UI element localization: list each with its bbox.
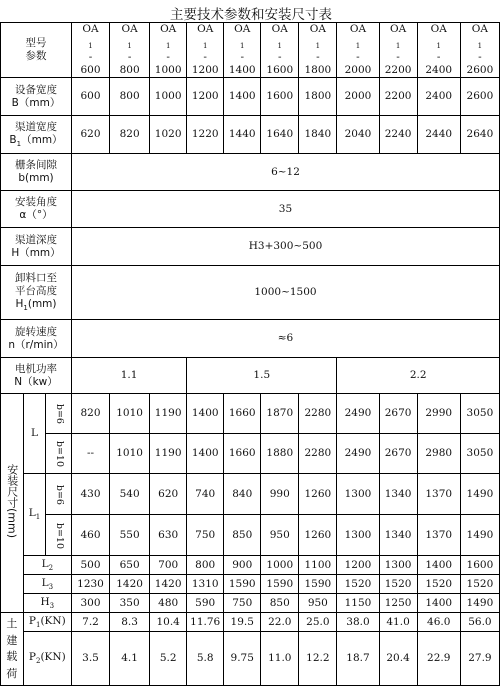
merged-value-cell: 35 [71, 191, 499, 228]
model-cell: OA $_1$ - 2200 [379, 23, 417, 78]
value-cell: 540 [110, 474, 150, 515]
value-cell: 1660 [224, 394, 261, 434]
value-cell: 25.0 [299, 613, 337, 632]
value-cell: 1230 [71, 575, 109, 594]
value-cell: 1490 [460, 594, 499, 613]
value-cell: 620 [71, 116, 109, 154]
value-cell: 22.9 [417, 632, 460, 686]
row-install-angle [1, 191, 500, 228]
row-P2 [1, 632, 500, 686]
value-cell: 1000 [261, 556, 299, 575]
value-cell: 300 [71, 594, 109, 613]
value-cell: 950 [261, 515, 299, 556]
value-cell: 1340 [379, 474, 417, 515]
merged-value-cell: 2.2 [337, 358, 500, 394]
value-cell: 990 [261, 474, 299, 515]
value-cell: 950 [299, 594, 337, 613]
civil-load-label: 土 建 载 荷 [1, 613, 24, 686]
value-cell: 740 [187, 474, 224, 515]
value-cell: 1300 [337, 474, 379, 515]
model-cell: OA $_1$ - 2600 [460, 23, 499, 78]
model-cell: OA $_1$ - 1200 [187, 23, 224, 78]
value-cell: 2240 [379, 116, 417, 154]
row-L1-b6 [1, 474, 500, 515]
model-cell: OA $_1$ - 2400 [417, 23, 460, 78]
L2-label: $L_2$ [23, 556, 71, 575]
value-cell: 1440 [224, 116, 261, 154]
value-cell: 1370 [417, 515, 460, 556]
value-cell: 700 [150, 556, 187, 575]
L1-label: $L_1$ [23, 474, 46, 556]
value-cell: 1660 [224, 434, 261, 474]
row-label: 栅条间隙 b(mm) [1, 154, 72, 191]
value-cell: 22.0 [261, 613, 299, 632]
value-cell: 1520 [417, 575, 460, 594]
row-rotation-speed [1, 320, 500, 358]
value-cell: 2000 [337, 78, 379, 116]
value-cell: 1370 [417, 474, 460, 515]
row-channel-width [1, 116, 500, 154]
install-dims-group-label: 安装尺寸(mm) [1, 394, 24, 613]
value-cell: 590 [187, 594, 224, 613]
P2-label: $P_2(KN)$ [23, 632, 71, 686]
value-cell: 2280 [299, 434, 337, 474]
value-cell: 2200 [379, 78, 417, 116]
merged-value-cell: 1000~1500 [71, 266, 499, 320]
row-label: 渠道宽度 $B_1(mm)$ [1, 116, 72, 154]
value-cell: 750 [187, 515, 224, 556]
value-cell: 3.5 [71, 632, 109, 686]
value-cell: 1590 [261, 575, 299, 594]
value-cell: 12.2 [299, 632, 337, 686]
value-cell: 1020 [150, 116, 187, 154]
value-cell: -- [71, 434, 109, 474]
row-label: 电机功率 N（kw） [1, 358, 72, 394]
value-cell: 840 [224, 474, 261, 515]
value-cell: 1590 [299, 575, 337, 594]
value-cell: 1010 [110, 394, 150, 434]
value-cell: 27.9 [460, 632, 499, 686]
value-cell: 1300 [379, 556, 417, 575]
row-H3 [1, 594, 500, 613]
header-label-cell [1, 23, 72, 78]
value-cell: 1640 [261, 116, 299, 154]
value-cell: 2490 [337, 394, 379, 434]
row-channel-depth [1, 228, 500, 266]
value-cell: 1590 [224, 575, 261, 594]
value-cell: 1260 [299, 474, 337, 515]
value-cell: 2600 [460, 78, 499, 116]
row-L2 [1, 556, 500, 575]
value-cell: 1400 [187, 394, 224, 434]
value-cell: 1520 [460, 575, 499, 594]
value-cell: 20.4 [379, 632, 417, 686]
value-cell: 2990 [417, 394, 460, 434]
merged-value-cell: 1.1 [71, 358, 186, 394]
row-L3 [1, 575, 500, 594]
value-cell: 1400 [224, 78, 261, 116]
row-discharge-height [1, 266, 500, 320]
model-cell: OA $_1$ - 1800 [299, 23, 337, 78]
value-cell: 1870 [261, 394, 299, 434]
value-cell: 1400 [417, 594, 460, 613]
b6-label: b=6 [46, 394, 72, 434]
spec-table [0, 22, 500, 686]
value-cell: 850 [261, 594, 299, 613]
value-cell: 8.3 [110, 613, 150, 632]
value-cell: 1310 [187, 575, 224, 594]
value-cell: 630 [150, 515, 187, 556]
value-cell: 1490 [460, 474, 499, 515]
value-cell: 1600 [261, 78, 299, 116]
value-cell: 2280 [299, 394, 337, 434]
value-cell: 1520 [337, 575, 379, 594]
value-cell: 10.4 [150, 613, 187, 632]
row-P1 [1, 613, 500, 632]
value-cell: 7.2 [71, 613, 109, 632]
row-label: 旋转速度 n（r/min） [1, 320, 72, 358]
header-label-line1: 型号 [25, 36, 47, 49]
value-cell: 650 [110, 556, 150, 575]
value-cell: 1840 [299, 116, 337, 154]
value-cell: 18.7 [337, 632, 379, 686]
value-cell: 9.75 [224, 632, 261, 686]
value-cell: 1100 [299, 556, 337, 575]
model-cell: OA $_1$ - 800 [110, 23, 150, 78]
value-cell: 1010 [110, 434, 150, 474]
value-cell: 1150 [337, 594, 379, 613]
value-cell: 1220 [187, 116, 224, 154]
value-cell: 1490 [460, 515, 499, 556]
value-cell: 430 [71, 474, 109, 515]
row-label: 安装角度 α（°） [1, 191, 72, 228]
value-cell: 1190 [150, 434, 187, 474]
value-cell: 38.0 [337, 613, 379, 632]
value-cell: 750 [224, 594, 261, 613]
model-cell: OA $_1$ - 2000 [337, 23, 379, 78]
value-cell: 550 [110, 515, 150, 556]
value-cell: 2670 [379, 434, 417, 474]
value-cell: 1400 [187, 434, 224, 474]
merged-value-cell: ≈6 [71, 320, 499, 358]
value-cell: 11.0 [261, 632, 299, 686]
value-cell: 3050 [460, 394, 499, 434]
L-label: L [23, 394, 46, 474]
merged-value-cell: 1.5 [187, 358, 337, 394]
value-cell: 820 [110, 116, 150, 154]
b6-label: b=6 [46, 474, 72, 515]
value-cell: 1800 [299, 78, 337, 116]
value-cell: 1300 [337, 515, 379, 556]
value-cell: 820 [71, 394, 109, 434]
value-cell: 850 [224, 515, 261, 556]
value-cell: 1190 [150, 394, 187, 434]
row-label: 设备宽度 B（mm） [1, 78, 72, 116]
value-cell: 5.8 [187, 632, 224, 686]
header-row [1, 23, 500, 78]
value-cell: 480 [150, 594, 187, 613]
value-cell: 19.5 [224, 613, 261, 632]
model-cell: OA $_1$ - 1000 [150, 23, 187, 78]
value-cell: 1520 [379, 575, 417, 594]
row-label: 渠道深度 H（mm） [1, 228, 72, 266]
b10-label: b=10 [46, 434, 72, 474]
model-cell: OA $_1$ - 1400 [224, 23, 261, 78]
value-cell: 900 [224, 556, 261, 575]
value-cell: 2440 [417, 116, 460, 154]
value-cell: 1000 [150, 78, 187, 116]
value-cell: 2980 [417, 434, 460, 474]
value-cell: 1340 [379, 515, 417, 556]
value-cell: 1250 [379, 594, 417, 613]
H3-label: $H_3$ [23, 594, 71, 613]
merged-value-cell: H3+300~500 [71, 228, 499, 266]
value-cell: 460 [71, 515, 109, 556]
value-cell: 46.0 [417, 613, 460, 632]
value-cell: 2490 [337, 434, 379, 474]
model-cell: OA $_1$ - 1600 [261, 23, 299, 78]
value-cell: 56.0 [460, 613, 499, 632]
value-cell: 2400 [417, 78, 460, 116]
row-L-b6 [1, 394, 500, 434]
value-cell: 1420 [110, 575, 150, 594]
P1-label: $P_1(KN)$ [23, 613, 71, 632]
row-label: 卸料口至 平台高度 $H_1(mm)$ [1, 266, 72, 320]
value-cell: 41.0 [379, 613, 417, 632]
value-cell: 800 [187, 556, 224, 575]
value-cell: 2670 [379, 394, 417, 434]
merged-value-cell: 6~12 [71, 154, 499, 191]
value-cell: 1200 [337, 556, 379, 575]
value-cell: 2040 [337, 116, 379, 154]
header-label-line2: 参数 [25, 50, 47, 63]
value-cell: 4.1 [110, 632, 150, 686]
table-title: 主要技术参数和安装尺寸表 [170, 7, 332, 23]
value-cell: 500 [71, 556, 109, 575]
row-L-b10 [1, 434, 500, 474]
value-cell: 800 [110, 78, 150, 116]
value-cell: 1600 [460, 556, 499, 575]
value-cell: 1420 [150, 575, 187, 594]
b10-label: b=10 [46, 515, 72, 556]
model-cell: OA $_1$ - 600 [71, 23, 109, 78]
value-cell: 600 [71, 78, 109, 116]
value-cell: 1880 [261, 434, 299, 474]
value-cell: 620 [150, 474, 187, 515]
value-cell: 1200 [187, 78, 224, 116]
value-cell: 3050 [460, 434, 499, 474]
row-bar-gap [1, 154, 500, 191]
L3-label: $L_3$ [23, 575, 71, 594]
value-cell: 1260 [299, 515, 337, 556]
value-cell: 5.2 [150, 632, 187, 686]
value-cell: 350 [110, 594, 150, 613]
value-cell: 2640 [460, 116, 499, 154]
value-cell: 1400 [417, 556, 460, 575]
row-L1-b10 [1, 515, 500, 556]
row-motor-power [1, 358, 500, 394]
row-equipment-width [1, 78, 500, 116]
value-cell: 11.76 [187, 613, 224, 632]
